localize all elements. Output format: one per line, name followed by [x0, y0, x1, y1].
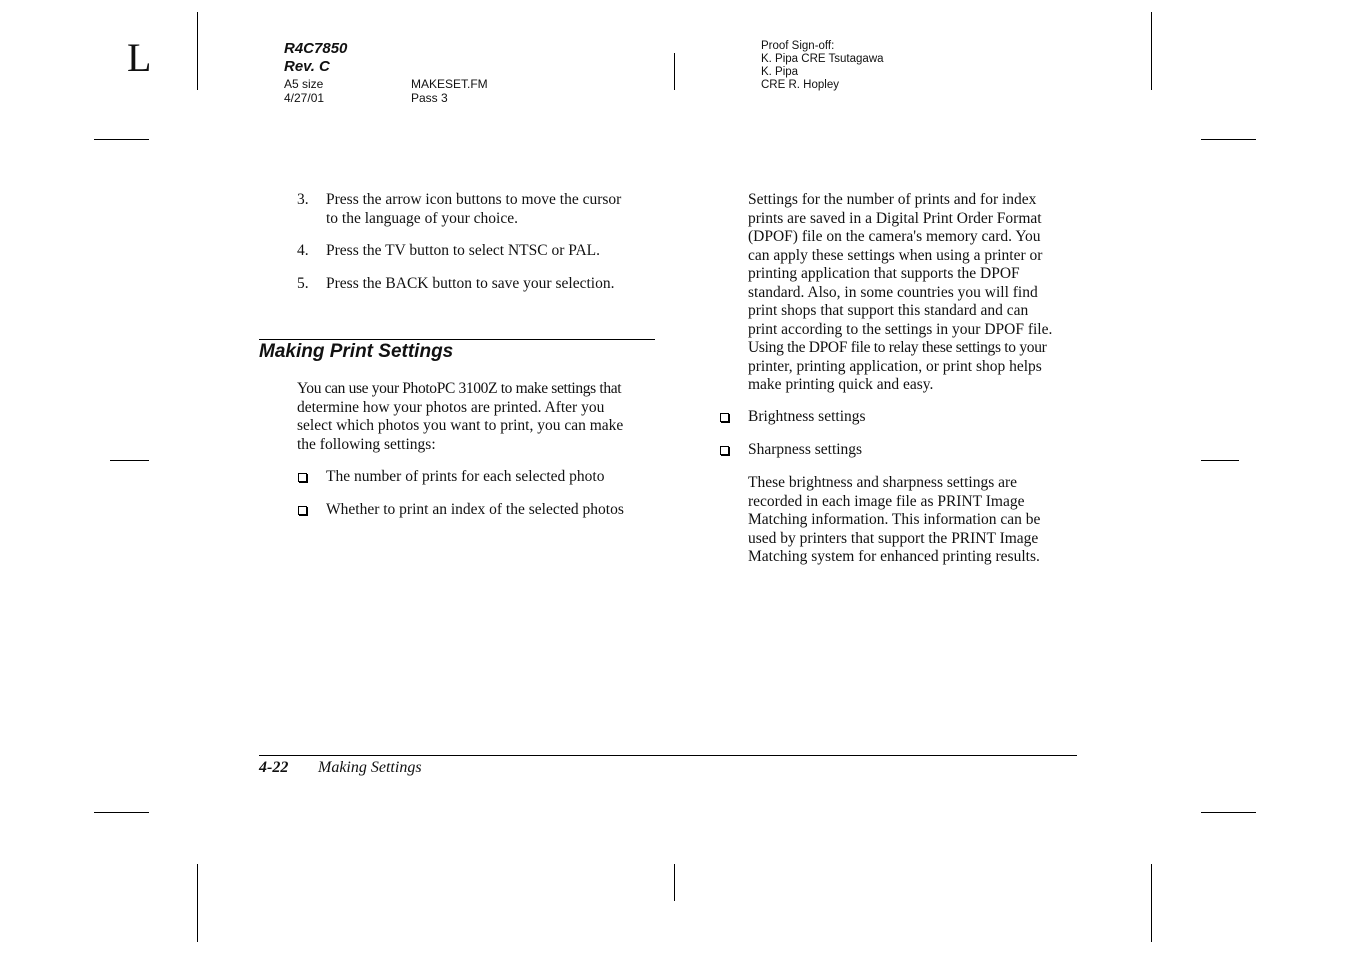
crop-mark: [674, 864, 675, 901]
crop-mark: [94, 139, 149, 140]
step-5: [297, 275, 657, 295]
intro-line: You can use your PhotoPC 3100Z to make settings that: [297, 380, 622, 397]
crop-mark: [197, 12, 198, 90]
bullet-text: The number of prints for each selected photo: [326, 468, 605, 485]
crop-mark: [1201, 460, 1239, 461]
crop-mark: [674, 53, 675, 90]
crop-mark: [1201, 812, 1256, 813]
note-line: Matching information. This information can be: [748, 511, 1041, 528]
proof-signoff: [761, 40, 884, 92]
note-line: used by printers that support the PRINT Image: [748, 529, 1039, 547]
step-number: 4.: [297, 242, 309, 259]
pass: Pass 3: [411, 91, 448, 105]
note-line: These brightness and sharpness settings are: [748, 474, 1018, 491]
checkbox-bullet-icon: [720, 413, 729, 422]
bullet-text: Sharpness settings: [748, 441, 863, 458]
step-number: 5.: [297, 275, 309, 292]
note-line: Matching system for enhanced printing results.: [748, 548, 1040, 565]
intro-line: the following settings:: [297, 435, 436, 453]
step-3: [297, 191, 657, 231]
bullet-item: [297, 501, 667, 521]
para-line: printer, printing application, or print shop helps: [748, 357, 1042, 375]
para-line: prints are saved in a Digital Print Order Format: [748, 209, 1042, 227]
step-text: Press the arrow icon buttons to move the cursor: [326, 191, 622, 208]
crop-mark: [197, 864, 198, 942]
intro-paragraph: [297, 380, 667, 454]
file-name: MAKESET.FM: [411, 77, 488, 91]
step-text: Press the BACK button to save your selection.: [326, 275, 615, 292]
footer-rule: [259, 755, 1077, 756]
bullet-text: Whether to print an index of the selected photos: [326, 501, 624, 518]
proof-label: Proof Sign-off:: [761, 40, 835, 52]
para-line: can apply these settings when using a printer or: [748, 246, 1043, 264]
section-heading: Making Print Settings: [259, 341, 454, 362]
heading-rule: [259, 339, 655, 340]
dpof-paragraph: [748, 191, 1088, 395]
date: 4/27/01: [284, 91, 325, 105]
para-line: (DPOF) file on the camera's memory card. You: [748, 228, 1041, 245]
intro-line: determine how your photos are printed. After you: [297, 398, 605, 416]
para-line: standard. Also, in some countries you will find: [748, 283, 1038, 301]
intro-line: select which photos you want to print, you can make: [297, 417, 624, 434]
para-line: print according to the settings in your DPOF file.: [748, 320, 1053, 338]
para-line: Using the DPOF file to relay these settings to your: [748, 339, 1047, 356]
proof-line: K. Pipa CRE Tsutagawa: [761, 53, 884, 65]
note-line: recorded in each image file as PRINT Image: [748, 492, 1025, 510]
step-4: [297, 242, 657, 262]
revision: Rev. C: [284, 58, 330, 75]
para-line: make printing quick and easy.: [748, 376, 934, 393]
crop-mark: [94, 812, 149, 813]
doc-id: R4C7850: [284, 40, 348, 57]
crop-mark: [1151, 864, 1152, 942]
crop-mark: [1151, 12, 1152, 90]
margin-letter: L: [127, 35, 152, 80]
crop-mark: [110, 460, 149, 461]
proof-line: CRE R. Hopley: [761, 79, 839, 91]
crop-mark: [1201, 139, 1256, 140]
bullet-item: [719, 441, 1089, 461]
note-paragraph: [748, 474, 1088, 567]
para-line: print shops that support this standard and can: [748, 302, 1029, 319]
page-size: A5 size: [284, 77, 324, 91]
checkbox-bullet-icon: [720, 446, 729, 455]
bullet-text: Brightness settings: [748, 408, 866, 425]
step-number: 3.: [297, 191, 309, 208]
proof-line: K. Pipa: [761, 66, 799, 78]
para-line: printing application that supports the DPOF: [748, 265, 1020, 282]
bullet-item: [719, 408, 1089, 428]
para-line: Settings for the number of prints and for index: [748, 191, 1037, 208]
checkbox-bullet-icon: [298, 506, 307, 515]
bullet-item: [297, 468, 667, 488]
step-text: Press the TV button to select NTSC or PAL.: [326, 242, 600, 259]
checkbox-bullet-icon: [298, 473, 307, 482]
page-number: 4-22: [259, 759, 289, 776]
step-text: to the language of your choice.: [326, 209, 518, 227]
footer-section-title: Making Settings: [318, 759, 422, 776]
